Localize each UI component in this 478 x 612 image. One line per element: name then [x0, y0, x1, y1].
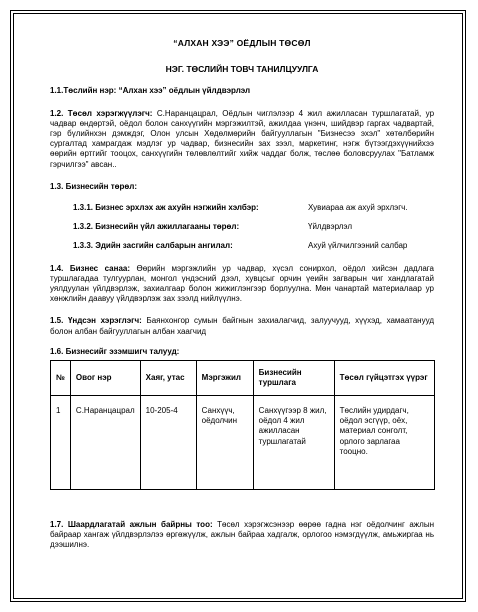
section-1-7-text: Төсөл хэрэгжсэнээр өөрөө гадна нэг оёдолчинг ажлын байраар хангаж үйлдвэрлэлээ өргөжүүлж, ажлын байраа хадгалж, орлогоо нэмэгдүүлж, амьжиргаа нь дээшилнэ.: [50, 520, 434, 550]
section-1-2-label: 1.2. Төсөл хэрэгжүүлэгч:: [50, 108, 153, 118]
section-1-7-label: 1.7. Шаардлагатай ажлын байрны тоо:: [50, 520, 213, 530]
row-label: 1.3.2. Бизнесийн үйл ажиллагааны төрөл:: [73, 222, 240, 232]
table-header-row: [51, 361, 435, 396]
table-cell: 10-205-4: [140, 396, 196, 490]
section-1-7: [50, 520, 434, 551]
owners-table: [50, 360, 435, 490]
row-1-3-1: [50, 203, 434, 213]
table-cell: 1: [51, 396, 71, 490]
table-header: Төсөл гүйцэтгэх үүрэг: [334, 361, 434, 396]
section-title: НЭГ. ТӨСЛИЙН ТОВЧ ТАНИЛЦУУЛГА: [165, 64, 319, 75]
table-header: №: [51, 361, 71, 396]
spacer: [50, 490, 434, 520]
table-row: [51, 396, 435, 490]
table-header: Хаяг, утас: [140, 361, 196, 396]
section-1-4: [50, 264, 434, 305]
table-header: Овог нэр: [70, 361, 140, 396]
section-1-2-text: С.Наранцацрал, Оёдлын чиглэлээр 4 жил ажилласан туршлагатай, ур чадвар өндөртэй, оёдол болон санхүүгийн мэргэжилтэй, ажилдаа үнэнч, шийдвэр гаргах чадвартай, гэр бүлийнхэн дэмждэг, Олон улсын Хөдөлмөрийн байгууллагын "Бизнесээ эхэл" хөтөлбөрийн сургалтад хамрагдаж мэдлэг ур чадвар, бизнесийн зах зээл, маркетинг, нэгж бүтээгдэхүүнийхээ өөрийн өртгийг тооцох, санхүүгийн төлөвлөлтийг хийж чаддаг болж, төслөө боловсруулах "Батламж гэрчилгээ" авсан..: [50, 108, 435, 169]
table-cell: Төслийн удирдагч, оёдол эсгүүр, оёх, материал сонголт, орлого зарлагаа тооцно.: [334, 396, 434, 490]
table-cell: С.Наранцацрал: [70, 396, 140, 490]
table-cell: Санхүүч, оёдолчин: [196, 396, 253, 490]
row-label: 1.3.1. Бизнес эрхлэх аж ахуйн нэгжийн хэлбэр:: [73, 203, 259, 213]
section-1-5: [50, 316, 434, 336]
row-1-3-3: [50, 241, 434, 251]
table-header: Мэргэжил: [196, 361, 253, 396]
section-1-1: 1.1.Төслийн нэр: “Алхан хээ” оёдлын үйлдвэрлэл: [50, 86, 251, 96]
document-title: “АЛХАН ХЭЭ” ОЁДЛЫН ТӨСӨЛ: [173, 38, 311, 48]
section-1-5-label: 1.5. Үндсэн хэрэглэгч:: [50, 316, 142, 326]
row-value: Хувиараа аж ахуй эрхлэгч.: [308, 203, 408, 213]
section-1-5-text: Баянхонгор сумын байгнын захиалагчид, залуучууд, хүүхэд, хамаатанууд болон албан байгууллагын албан хаагчид: [50, 316, 434, 336]
document-page: [50, 22, 434, 551]
section-1-3: 1.3. Бизнесийн төрөл:: [50, 181, 138, 191]
section-1-4-text: Өөрийн мэргэжлийн ур чадвар, хүсэл сонирхол, оёдол хийсэн дадлага туршлагадаа тулгуурлан, монгол үндэсний дээл, хувцсыг орчин үеийн загварын чиг хандлагатай уялдуулан үйлдвэрлэж, захиалгаар болон жижиглэнгээр борлуулна. Мөн чанартай материалаар ур хөнжлийн даавуу үйлдвэрлэж зах зээлд нийлүүлнэ.: [50, 263, 434, 304]
row-1-3-2: [50, 222, 434, 232]
section-1-6: 1.6. Бизнесийг эзэмшигч талууд:: [50, 346, 180, 356]
section-1-2: [50, 109, 434, 170]
row-value: Үйлдвэрлэл: [308, 222, 353, 232]
row-value: Ахуй үйлчилгээний салбар: [308, 241, 408, 251]
section-1-4-label: 1.4. Бизнес санаа:: [50, 263, 131, 273]
table-header: Бизнесийн туршлага: [253, 361, 334, 396]
table-cell: Санхүүгээр 8 жил, оёдол 4 жил ажилласан туршлагатай: [253, 396, 334, 490]
row-label: 1.3.3. Эдийн засгийн салбарын ангилал:: [73, 241, 233, 251]
